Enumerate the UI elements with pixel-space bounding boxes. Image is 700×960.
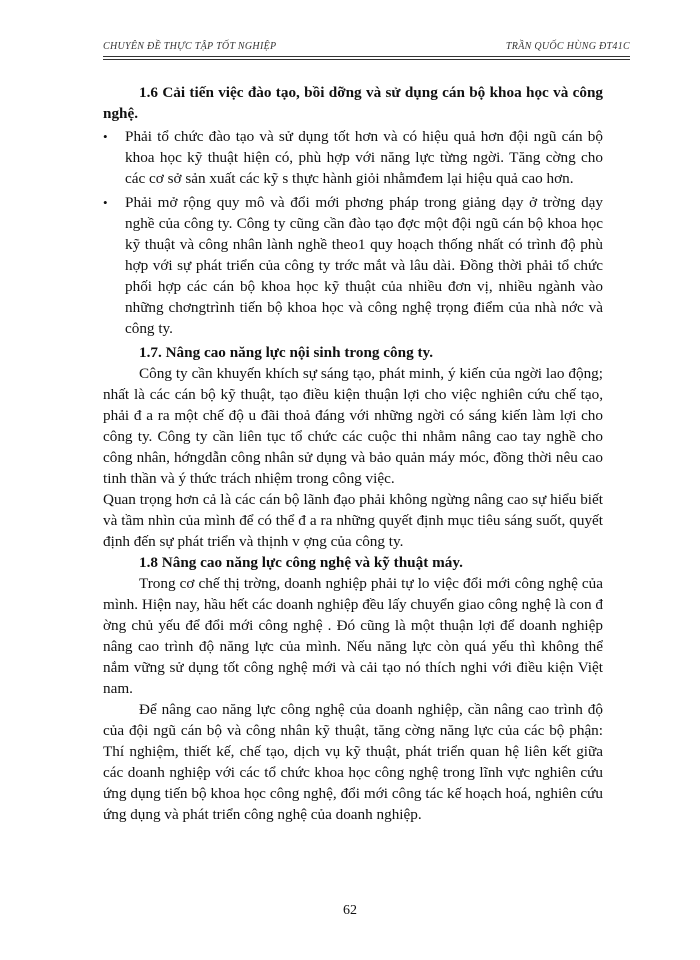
header-rule-thin xyxy=(103,59,630,60)
header-rule xyxy=(103,56,630,57)
document-body xyxy=(103,82,603,825)
page-number: 62 xyxy=(343,903,357,918)
header-left-text: CHUYÊN ĐỀ THỰC TẬP TỐT NGHIỆP xyxy=(103,41,277,52)
bullet-text: Phải mở rộng quy mô và đổi mới phơng pháp trong giảng dạy ở trờng dạy nghề của công ty. Công ty cũng cần đào tạo đợc một đội ngũ cán bộ khoa học kỹ thuật và công nhân lành nghề theo1 quy hoạch thống nhất có trình độ phù hợp với sự phát triển của công ty trớc mắt và lâu dài. Đồng thời phải tổ chức phối hợp các cán bộ khoa học kỹ thuật của nhiều đơn vị, nhiều ngành vào những chơngtrình tiến bộ khoa học và công nghệ trọng điểm của nhà nớc và công ty. xyxy=(125,194,603,337)
section-1-7-paragraph: Công ty cần khuyến khích sự sáng tạo, phát minh, ý kiến của ngời lao động; nhất là các cán bộ kỹ thuật, tạo điều kiện thuận lợi cho việc nghiên cứu chế tạo, phải đ a ra một chế độ u đãi thoả đáng với những ngời có sáng kiến làm lợi cho công ty. Công ty cần liên tục tổ chức các cuộc thi nhằm nâng cao tay nghề cho công nhân, hớngdẫn công nhân sử dụng và bảo quản máy móc, đồng thời nêu cao tinh thần và ý thức trách nhiệm trong công việc. xyxy=(103,365,603,487)
bullet-item xyxy=(103,126,603,189)
section-1-7-heading: 1.7. Nâng cao năng lực nội sinh trong công ty. xyxy=(139,344,434,361)
header-right-text: TRẦN QUỐC HÙNG ĐT41C xyxy=(505,41,630,52)
section-1-6-heading: 1.6 Cải tiến việc đào tạo, bồi dỡng và sử dụng cán bộ khoa học và công nghệ. xyxy=(103,84,603,122)
section-1-8-paragraph: Trong cơ chế thị trờng, doanh nghiệp phải tự lo việc đổi mới công nghệ của mình. Hiện nay, hầu hết các doanh nghiệp đều lấy chuyển giao công nghệ là con đ ờng chủ yếu để đổi mới công nghệ . Đó cũng là một thuận lợi để doanh nghiệp nâng cao trình độ năng lực của mình. Nếu năng lực còn quá yếu thì không thể nắm vững sử dụng tốt công nghệ mới và cải tạo nó thích nghi với điều kiện Việt nam. xyxy=(103,575,603,697)
section-1-8-heading: 1.8 Nâng cao năng lực công nghệ và kỹ thuật máy. xyxy=(139,554,463,571)
section-1-7-paragraph: Quan trọng hơn cả là các cán bộ lãnh đạo phải không ngừng nâng cao sự hiểu biết và tầm nhìn của mình để có thể đ a ra những quyết định mục tiêu sáng suốt, quyết định đến sự phát triển và thịnh v ợng của công ty. xyxy=(103,491,603,550)
bullet-item xyxy=(103,192,603,339)
running-header xyxy=(103,38,630,58)
bullet-icon: • xyxy=(103,129,108,144)
bullet-icon: • xyxy=(103,195,108,210)
section-1-8-paragraph: Để nâng cao năng lực công nghệ của doanh nghiệp, cần nâng cao trình độ của đội ngũ cán bộ và công nhân kỹ thuật, tăng cờng năng lực của các bộ phận: Thí nghiệm, thiết kế, chế tạo, dịch vụ kỹ thuật, phát triển quan hệ liên kết giữa các doanh nghiệp với các tổ chức khoa học công nghệ trong lĩnh vực nghiên cứu ứng dụng tiến bộ khoa học công nghệ, đổi mới công tác kế hoạch hoá, nghiên cứu ứng dụng và phát triển công nghệ của doanh nghiệp. xyxy=(103,701,603,823)
bullet-text: Phải tổ chức đào tạo và sử dụng tốt hơn và có hiệu quả hơn đội ngũ cán bộ khoa học kỹ thuật hiện có, phù hợp với năng lực từng ngời. Tăng cờng cho các cơ sở sản xuất các kỹ s thực hành giỏi nhằmđem lại hiệu quả cao hơn. xyxy=(125,128,603,187)
